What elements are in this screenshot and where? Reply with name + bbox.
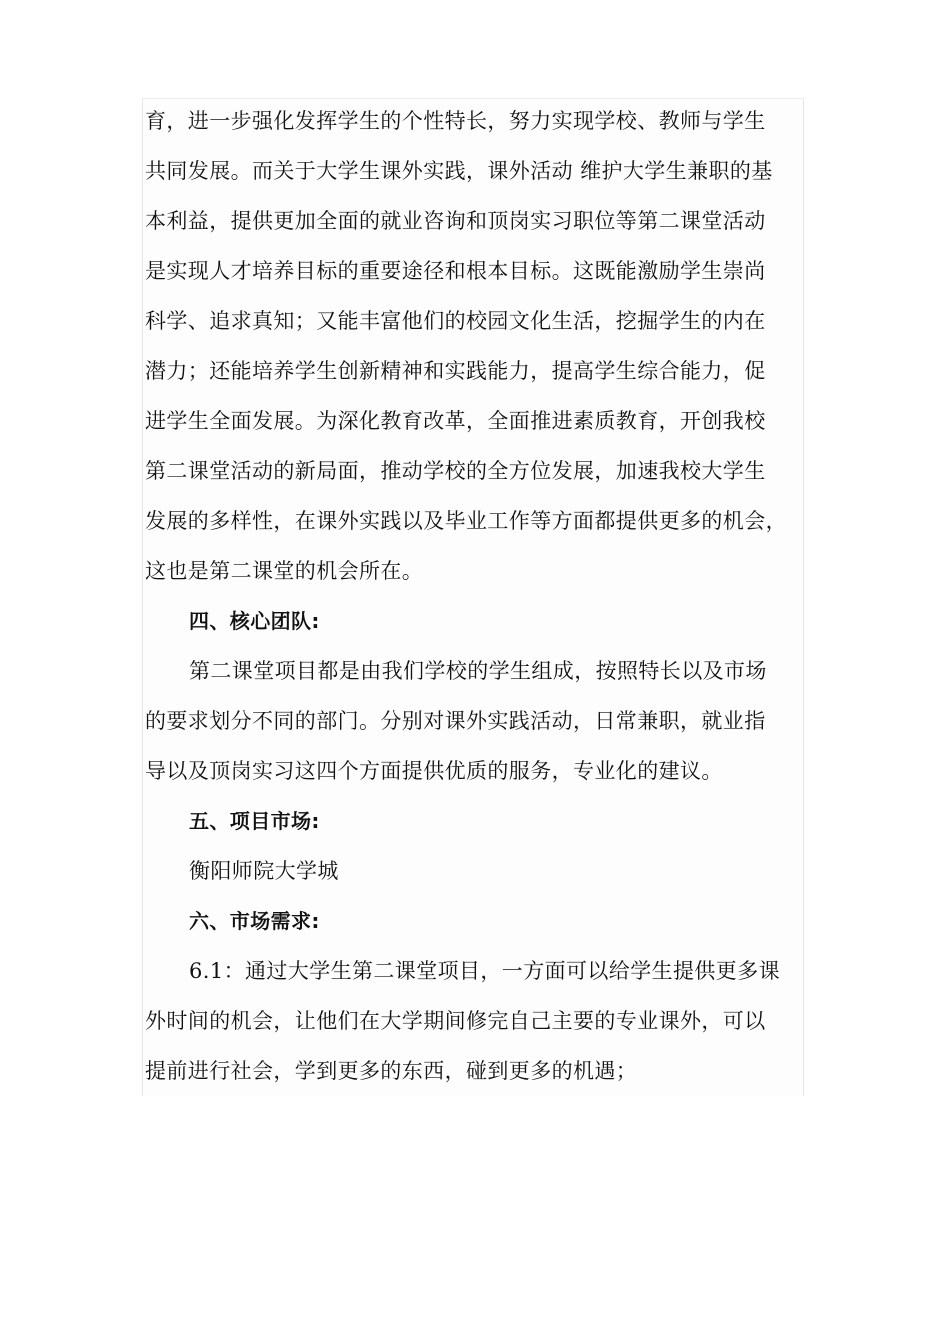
text-line: 共同发展。而关于大学生课外实践，课外活动 维护大学生兼职的基: [145, 159, 773, 183]
section-heading-project-market: 五、项目市场:: [189, 809, 320, 833]
text-line: 第二课堂项目都是由我们学校的学生组成，按照特长以及市场: [189, 659, 767, 683]
section-heading-market-demand: 六、市场需求:: [189, 909, 320, 933]
text-line: 6.1：通过大学生第二课堂项目，一方面可以给学生提供更多课: [189, 959, 780, 983]
text-line: 外时间的机会，让他们在大学期间修完自己主要的专业课外，可以: [145, 1009, 766, 1033]
text-line: 是实现人才培养目标的重要途径和根本目标。这既能激励学生崇尚: [145, 259, 766, 283]
text-line: 发展的多样性，在课外实践以及毕业工作等方面都提供更多的机会，: [145, 509, 787, 533]
text-line: 导以及顶岗实习这四个方面提供优质的服务，专业化的建议。: [145, 759, 723, 783]
text-line: 育，进一步强化发挥学生的个性特长，努力实现学校、教师与学生: [145, 109, 766, 133]
text-line: 进学生全面发展。为深化教育改革，全面推进素质教育，开创我校: [145, 409, 766, 433]
text-line: 第二课堂活动的新局面，推动学校的全方位发展，加速我校大学生: [145, 459, 766, 483]
text-line: 潜力；还能培养学生创新精神和实践能力，提高学生综合能力，促: [145, 359, 766, 383]
paragraph-project-market: [145, 846, 805, 896]
text-line: 本利益，提供更加全面的就业咨询和顶岗实习职位等第二课堂活动: [145, 209, 766, 233]
document-body: [145, 96, 805, 1096]
text-line: 衡阳师院大学城: [189, 859, 339, 883]
section-heading-core-team: 四、核心团队:: [189, 609, 320, 633]
paragraph-market-demand: [145, 946, 805, 1096]
text-line: 科学、追求真知；又能丰富他们的校园文化生活，挖掘学生的内在: [145, 309, 766, 333]
text-line: 提前进行社会，学到更多的东西，碰到更多的机遇；: [145, 1059, 638, 1083]
text-line: 这也是第二课堂的机会所在。: [145, 559, 424, 583]
text-line: 的要求划分不同的部门。分别对课外实践活动，日常兼职，就业指: [145, 709, 766, 733]
paragraph-intro-continued: [145, 96, 805, 596]
paragraph-core-team: [145, 646, 805, 796]
